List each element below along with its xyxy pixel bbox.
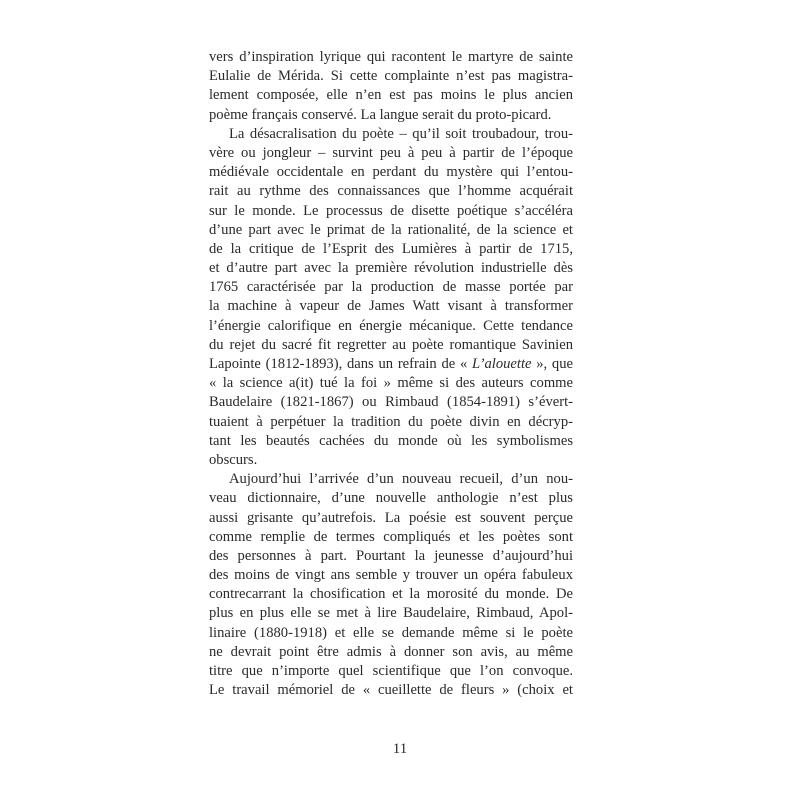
text-line: l’énergie calorifique en énergie mécanique. Cette tendance — [209, 317, 573, 334]
text-line: 1765 caractérisée par la production de masse portée par — [209, 279, 573, 296]
text-line: contrecarrant la chosification et la morosité du monde. De — [209, 586, 573, 603]
text-line: des personnes à part. Pourtant la jeunesse d’aujourd’hui — [209, 547, 573, 564]
text-line: tant les beautés cachées du monde où les symbolismes — [209, 432, 573, 449]
body-text — [209, 48, 573, 700]
text-line: des moins de vingt ans semble y trouver un opéra fabuleux — [209, 567, 573, 584]
text-line: médiévale occidentale en perdant du mystère qui l’entou- — [209, 164, 573, 181]
text-line: vère ou jongleur – survint peu à peu à partir de l’époque — [209, 144, 573, 161]
text-line: de la critique de l’Esprit des Lumières à partir de 1715, — [209, 240, 573, 257]
italic-title: L’alouette — [472, 356, 532, 372]
text-line: Baudelaire (1821-1867) ou Rimbaud (1854-1891) s’évert- — [209, 394, 573, 411]
text-line-with-italic-title: Lapointe (1812-1893), dans un refrain de « L’alouette », que — [209, 356, 573, 372]
text-line: la machine à vapeur de James Watt visant à transformer — [209, 298, 573, 315]
text-line: et d’autre part avec la première révolution industrielle dès — [209, 260, 573, 277]
text-line: ne devrait point être admis à donner son avis, au même — [209, 643, 573, 660]
text-line: poème français conservé. La langue serait du proto-picard. — [209, 106, 552, 123]
text-line: aussi grisante qu’autrefois. La poésie est souvent perçue — [209, 509, 573, 526]
text-line: « la science a(it) tué la foi » même si des auteurs comme — [209, 375, 573, 392]
text-line: rait au rythme des connaissances que l’homme acquérait — [209, 183, 573, 200]
text-line: Eulalie de Mérida. Si cette complainte n’est pas magistra- — [209, 68, 573, 85]
text-line: obscurs. — [209, 451, 258, 468]
text-line: Le travail mémoriel de « cueillette de fleurs » (choix et — [209, 682, 573, 699]
text-line: titre que n’importe quel scientifique que l’on convoque. — [209, 663, 573, 679]
text-line: vers d’inspiration lyrique qui racontent le martyre de sainte — [209, 49, 573, 65]
text-line: sur le monde. Le processus de disette poétique s’accéléra — [209, 202, 573, 219]
text-line: d’une part avec le primat de la rationalité, de la science et — [209, 221, 573, 238]
text-line: du rejet du sacré fit regretter au poète romantique Savinien — [209, 336, 573, 353]
text-line: plus en plus elle se met à lire Baudelaire, Rimbaud, Apol- — [209, 605, 573, 622]
text-line: tuaient à perpétuer la tradition du poète divin en décryp- — [209, 413, 573, 430]
text-line: comme remplie de termes compliqués et les poètes sont — [209, 528, 573, 545]
text-line: veau dictionnaire, d’une nouvelle anthologie n’est plus — [209, 490, 573, 507]
text-line: lement composée, elle n’en est pas moins le plus ancien — [209, 87, 573, 104]
text-line: La désacralisation du poète – qu’il soit troubadour, trou- — [229, 125, 573, 142]
text-line: Aujourd’hui l’arrivée d’un nouveau recueil, d’un nou- — [229, 471, 573, 488]
page-number: 11 — [392, 741, 408, 757]
text-line: linaire (1880-1918) et elle se demande même si le poète — [209, 624, 573, 641]
